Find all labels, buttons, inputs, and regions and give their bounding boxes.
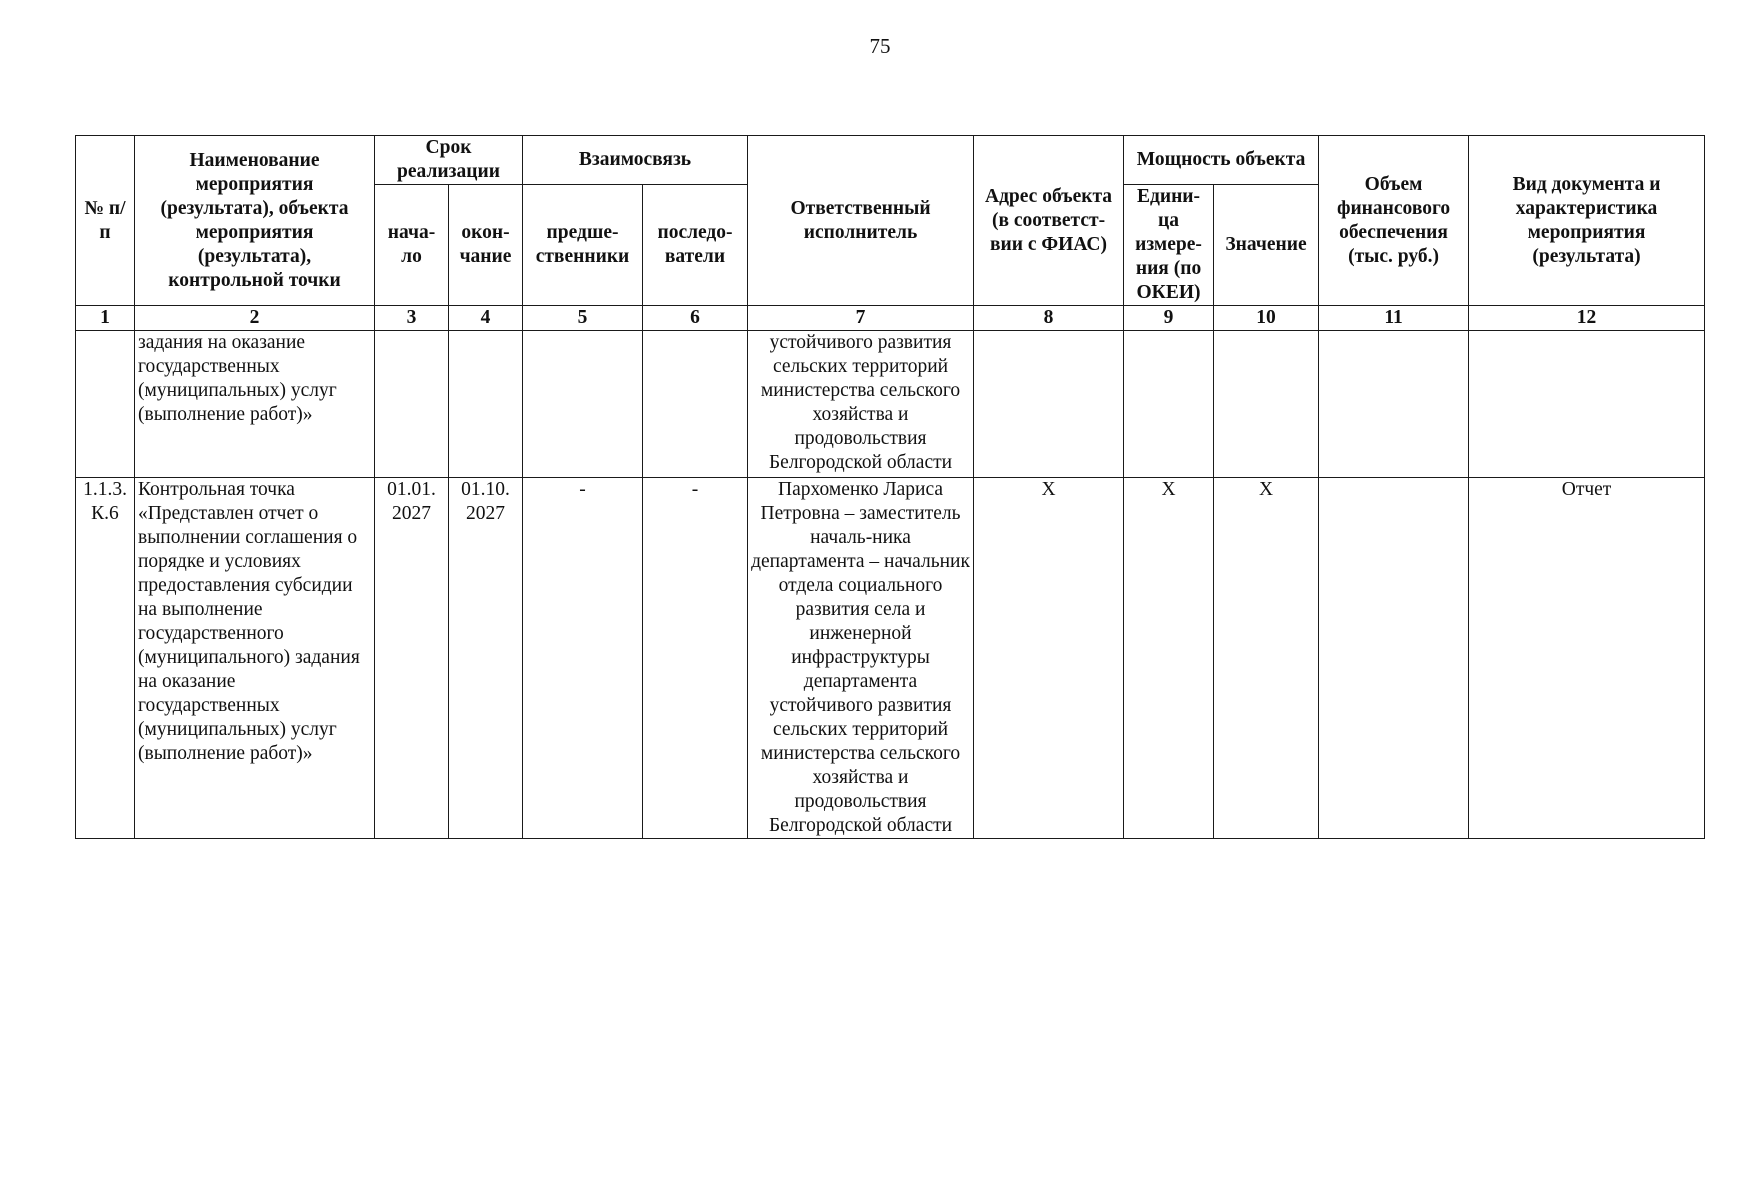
cell-responsible: Пархоменко Лариса Петровна – заместитель началь-ника департамента – начальник отдела социального развития села и инженерной инфраструктуры департамента устойчивого развития сельских территорий министерства сельского хозяйства и продовольствия Белгородской области	[748, 478, 974, 839]
page-number: 75	[869, 34, 891, 58]
header-funding: Объем финансового обеспечения (тыс. руб.)	[1319, 136, 1469, 306]
header-term: Срок реализации	[375, 136, 523, 185]
header-term-start: нача-ло	[375, 185, 449, 306]
column-number: 12	[1469, 306, 1705, 331]
cell-funding	[1319, 331, 1469, 478]
header-term-end: окон-чание	[449, 185, 523, 306]
cell-address: Х	[974, 478, 1124, 839]
cell-name: Контрольная точка «Представлен отчет о выполнении соглашения о порядке и условиях предоставления субсидии на выполнение государственного (муниципального) задания на оказание государственных (муниципальных) услуг (выполнение работ)»	[135, 478, 375, 839]
column-number: 4	[449, 306, 523, 331]
cell-doc-type: Отчет	[1469, 478, 1705, 839]
cell-end: 01.10. 2027	[449, 478, 523, 839]
header-capacity: Мощность объекта	[1124, 136, 1319, 185]
cell-doc-type	[1469, 331, 1705, 478]
cell-prev	[523, 331, 643, 478]
cell-start: 01.01. 2027	[375, 478, 449, 839]
cell-unit	[1124, 331, 1214, 478]
column-number: 1	[76, 306, 135, 331]
header-doc-type: Вид документа и характеристика мероприятия (результата)	[1469, 136, 1705, 306]
column-number: 5	[523, 306, 643, 331]
header-unit: Едини-ца измере-ния (по ОКЕИ)	[1124, 185, 1214, 306]
cell-unit: Х	[1124, 478, 1214, 839]
column-number: 3	[375, 306, 449, 331]
column-number: 7	[748, 306, 974, 331]
column-number: 11	[1319, 306, 1469, 331]
cell-next: -	[643, 478, 748, 839]
header-num: № п/п	[76, 136, 135, 306]
table-row-continuation	[76, 331, 1705, 478]
table-row-control-point	[76, 478, 1705, 839]
cell-address	[974, 331, 1124, 478]
header-value: Значение	[1214, 185, 1319, 306]
cell-value	[1214, 331, 1319, 478]
cell-start	[375, 331, 449, 478]
cell-funding	[1319, 478, 1469, 839]
header-address: Адрес объекта (в соответст-вии с ФИАС)	[974, 136, 1124, 306]
column-number: 6	[643, 306, 748, 331]
column-number: 8	[974, 306, 1124, 331]
column-number: 2	[135, 306, 375, 331]
cell-end	[449, 331, 523, 478]
header-row-1	[76, 136, 1705, 185]
column-numbers-row	[76, 306, 1705, 331]
header-responsible: Ответственный исполнитель	[748, 136, 974, 306]
cell-prev: -	[523, 478, 643, 839]
column-number: 9	[1124, 306, 1214, 331]
header-link-prev: предше-ственники	[523, 185, 643, 306]
cell-responsible: устойчивого развития сельских территорий министерства сельского хозяйства и продовольствия Белгородской области	[748, 331, 974, 478]
header-link: Взаимосвязь	[523, 136, 748, 185]
header-link-next: последо-ватели	[643, 185, 748, 306]
header-name: Наименование мероприятия (результата), объекта мероприятия (результата), контрольной точки	[135, 136, 375, 306]
cell-value: Х	[1214, 478, 1319, 839]
column-number: 10	[1214, 306, 1319, 331]
cell-num: 1.1.3. К.6	[76, 478, 135, 839]
cell-name: задания на оказание государственных (муниципальных) услуг (выполнение работ)»	[135, 331, 375, 478]
cell-num	[76, 331, 135, 478]
cell-next	[643, 331, 748, 478]
activities-table	[75, 135, 1705, 839]
